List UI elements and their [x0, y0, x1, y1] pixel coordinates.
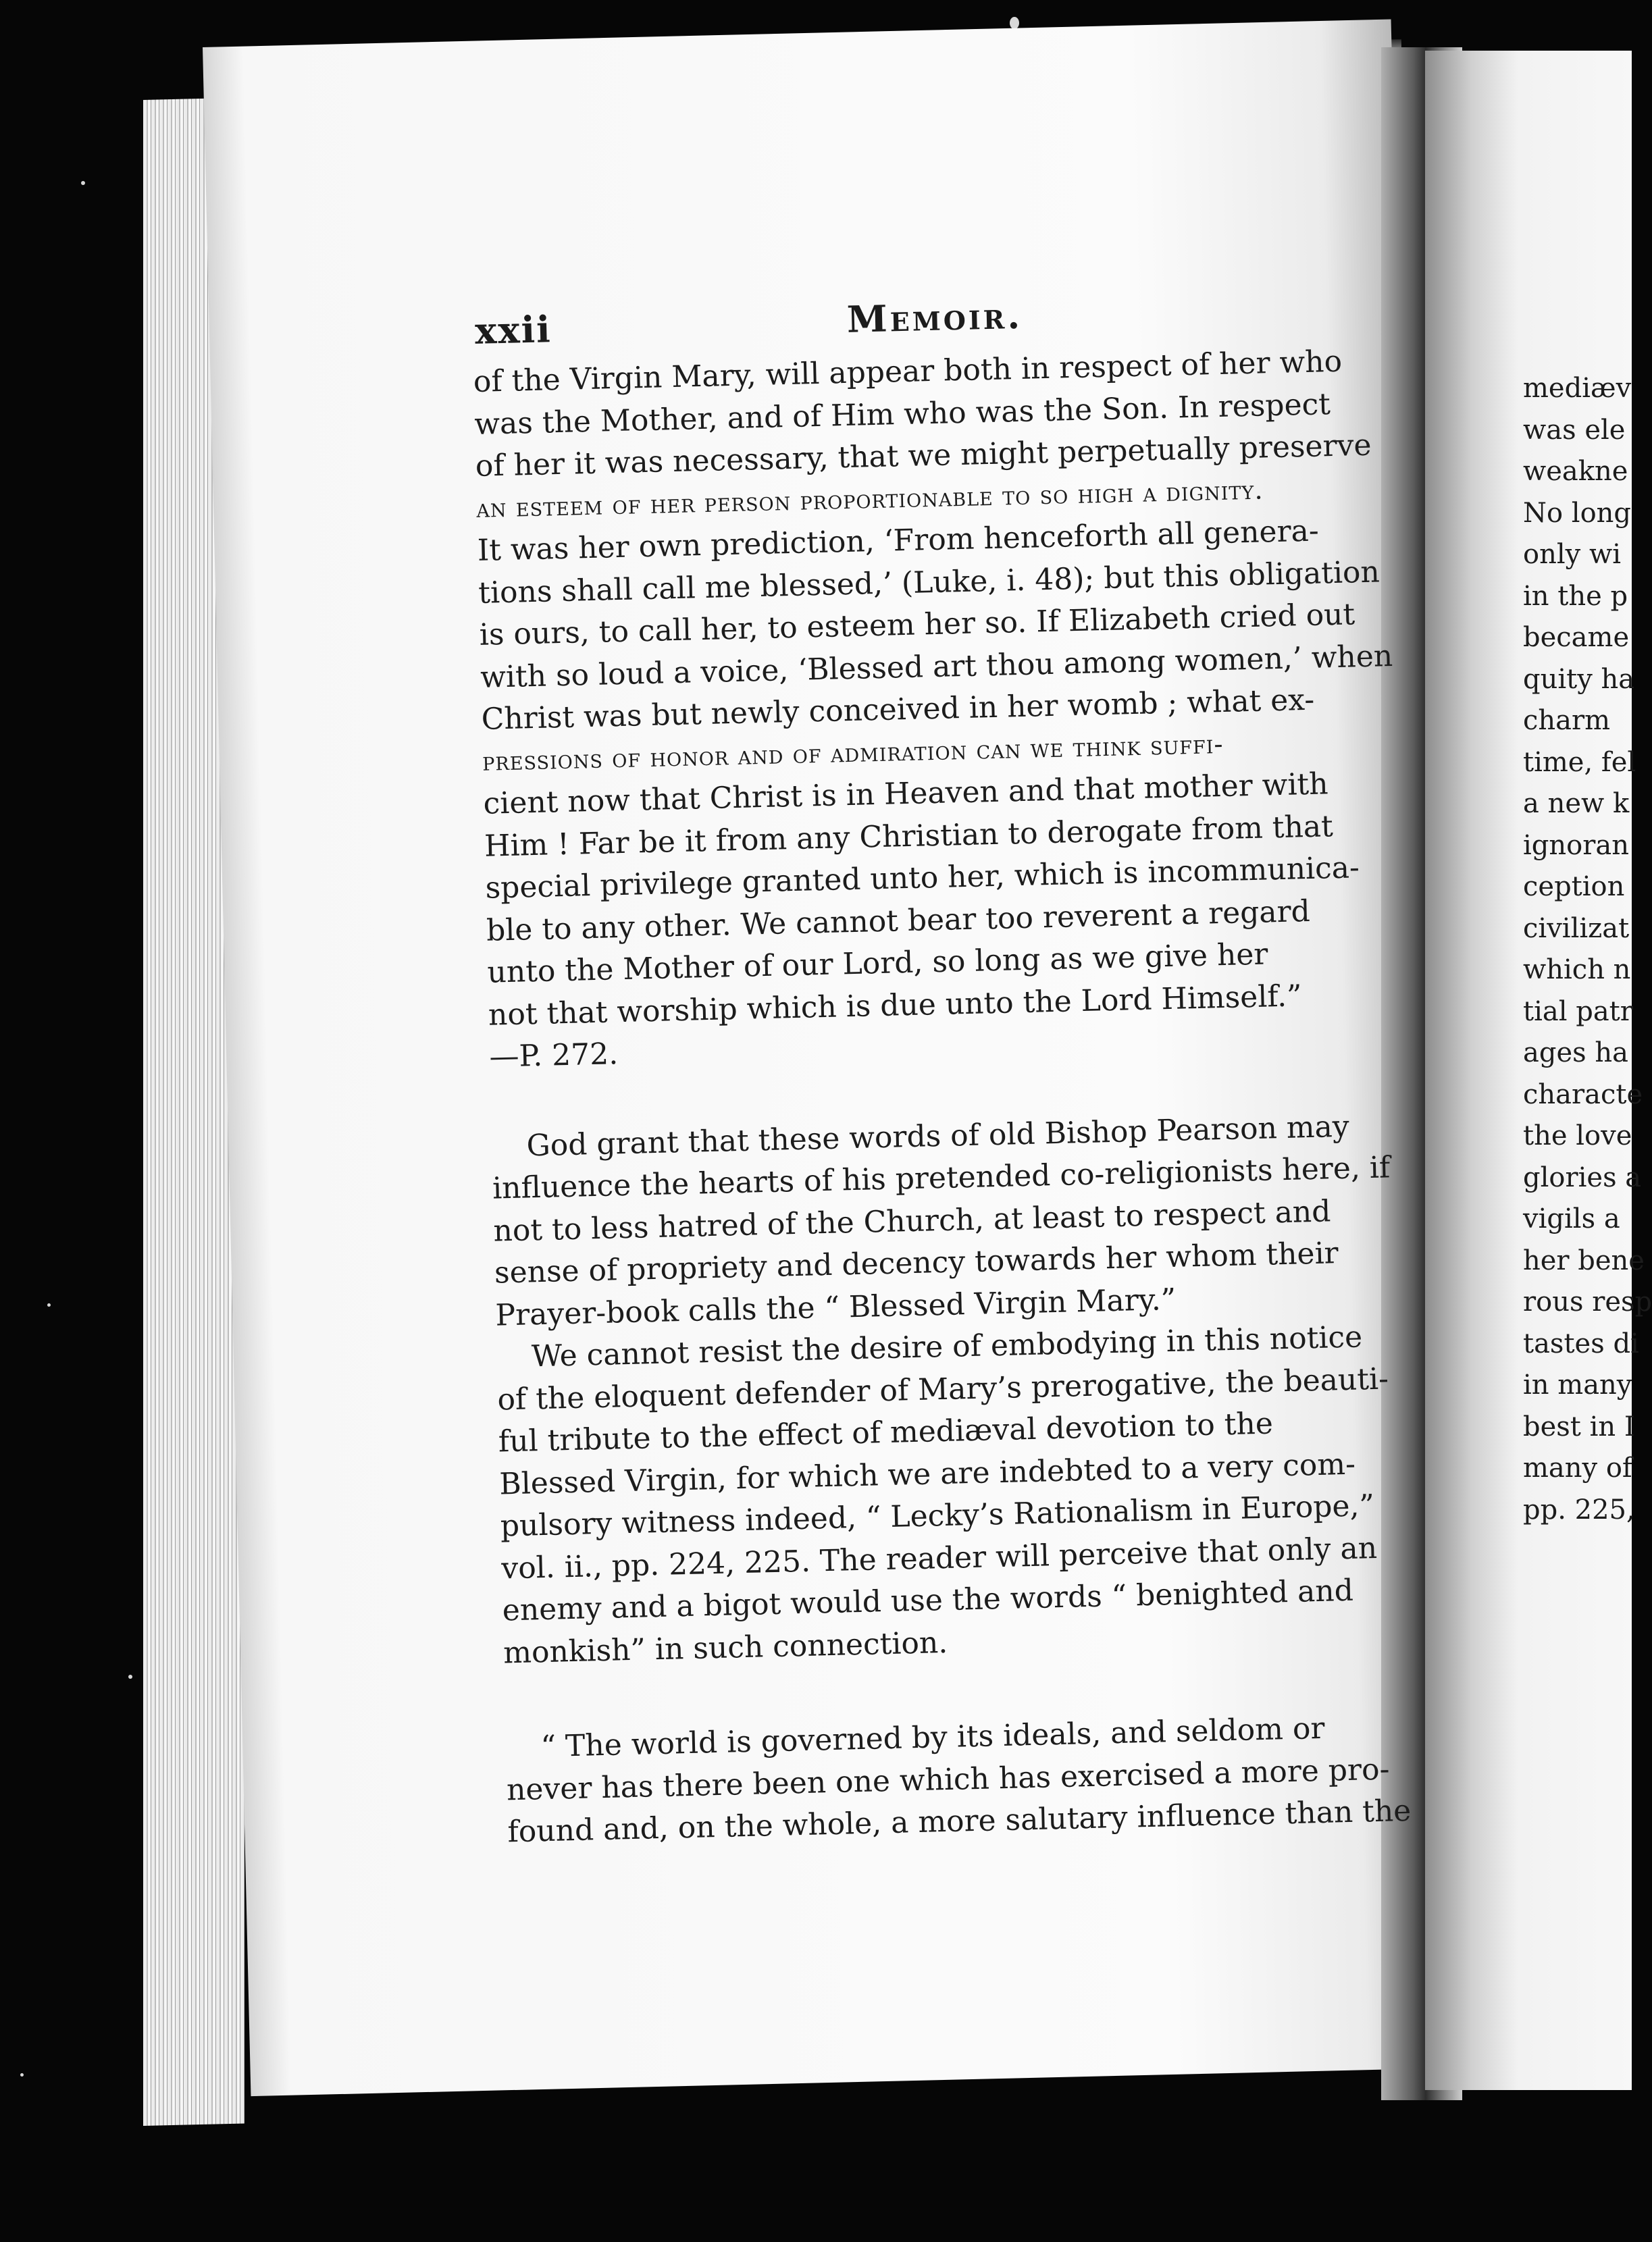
text-line: Blessed Virgin, for which we are indebted to a very com- [498, 1446, 1356, 1502]
page-number: xxii [474, 307, 552, 353]
text-line: not to less hatred of the Church, at least to respect and [492, 1193, 1331, 1249]
text-line: Christ was but newly conceived in her womb ; what ex- [481, 682, 1315, 737]
text-line: rous resp [1523, 1286, 1652, 1318]
text-line: Prayer-book calls the “ Blessed Virgin Mary.” [494, 1282, 1177, 1333]
text-line: never has there been one which has exercised a more pro- [506, 1752, 1390, 1807]
text-line: time, fel [1523, 746, 1636, 778]
left-page-text [471, 276, 1426, 1854]
text-line: tial patr [1523, 995, 1633, 1027]
text-line: ages ha [1523, 1037, 1628, 1068]
text-line: vol. ii., pp. 224, 225. The reader will perceive that only an [500, 1530, 1378, 1586]
text-line: of the eloquent defender of Mary’s prerogative, the beauti- [496, 1361, 1389, 1417]
dust-speck [20, 2073, 24, 2077]
text-line: influence the hearts of his pretended co-religionists here, if [492, 1150, 1391, 1206]
text-line: of her it was necessary, that we might perpetually preserve [475, 427, 1372, 484]
text-line: pressions of honor and of admiration can we think suffi- [482, 729, 1224, 777]
dust-speck [128, 1675, 132, 1679]
right-page-text [1523, 368, 1652, 1531]
text-line: which n [1523, 954, 1631, 985]
text-line: weakne [1523, 456, 1628, 487]
text-line: characte [1523, 1078, 1643, 1110]
text-line: sense of propriety and decency towards her whom their [494, 1236, 1339, 1291]
text-line: ble to any other. We cannot bear too reverent a regard [486, 893, 1311, 948]
paragraph [491, 1104, 1414, 1336]
text-line: It was her own prediction, ‘From henceforth all genera- [477, 513, 1320, 568]
text-line: ful tribute to the effect of mediæval devotion to the [498, 1406, 1274, 1459]
text-line: ception [1523, 871, 1625, 902]
text-line: unto the Mother of our Lord, so long as we give her [486, 937, 1268, 990]
quotation-block [473, 340, 1408, 1078]
text-line: an esteem of her person proportionable to so high a dignity. [475, 474, 1264, 524]
dust-speck [1010, 17, 1019, 29]
text-line: cient now that Christ is in Heaven and that mother with [483, 766, 1329, 821]
text-line: We cannot resist the desire of embodying in this notice [531, 1320, 1363, 1374]
text-line: many of [1523, 1453, 1632, 1484]
text-line: found and, on the whole, a more salutary influence than the [507, 1793, 1412, 1850]
dust-speck [81, 181, 85, 185]
text-line: vigils a [1523, 1203, 1620, 1234]
text-line: became [1523, 622, 1630, 653]
text-line: Him ! Far be it from any Christian to derogate from that [484, 808, 1334, 864]
text-line: with so loud a voice, ‘Blessed art thou among women,’ when [480, 638, 1393, 695]
running-title: Memoir. [846, 293, 1023, 341]
text-line: charm [1523, 705, 1611, 736]
text-line: best in I [1523, 1411, 1635, 1442]
text-line: mediæv [1523, 373, 1632, 404]
text-line: the love [1523, 1120, 1632, 1151]
dust-speck [47, 1303, 51, 1307]
text-line: was ele [1523, 414, 1626, 446]
text-line: only wi [1523, 539, 1621, 570]
text-line: pulsory witness indeed, “ Lecky’s Rationalism in Europe,” [500, 1488, 1375, 1544]
text-line: No long [1523, 497, 1632, 529]
text-line: pp. 225, [1523, 1494, 1635, 1526]
text-line: enemy and a bigot would use the words “ benighted and [502, 1573, 1354, 1628]
text-line: “ The world is governed by its ideals, and seldom or [540, 1711, 1326, 1765]
text-line: of the Virgin Mary, will appear both in respect of her who [473, 344, 1343, 399]
text-line: civilizat [1523, 912, 1630, 944]
text-line: tastes di [1523, 1328, 1639, 1359]
citation: —P. 272. [488, 1037, 619, 1074]
text-line: ignoran [1523, 829, 1629, 861]
text-line: in many [1523, 1370, 1632, 1401]
text-line: not that worship which is due unto the Lord Himself.” [488, 978, 1303, 1033]
text-line: in the p [1523, 580, 1628, 612]
text-line: was the Mother, and of Him who was the Son. In respect [473, 386, 1331, 442]
text-line: monkish” in such connection. [502, 1625, 948, 1670]
text-line: quity ha [1523, 663, 1635, 695]
quoted-paragraph [505, 1705, 1426, 1853]
text-line: is ours, to call her, to esteem her so. If Elizabeth cried out [479, 597, 1356, 652]
text-line: glories a [1523, 1162, 1642, 1193]
text-line: her bene [1523, 1245, 1645, 1276]
text-line: special privilege granted unto her, which is incommunica- [485, 850, 1360, 906]
text-line: a new k [1523, 788, 1630, 819]
text-line: God grant that these words of old Bishop Pearson may [526, 1109, 1350, 1163]
text-line: tions shall call me blessed,’ (Luke, i. 48); but this obligation [477, 554, 1380, 610]
paragraph [496, 1315, 1422, 1675]
